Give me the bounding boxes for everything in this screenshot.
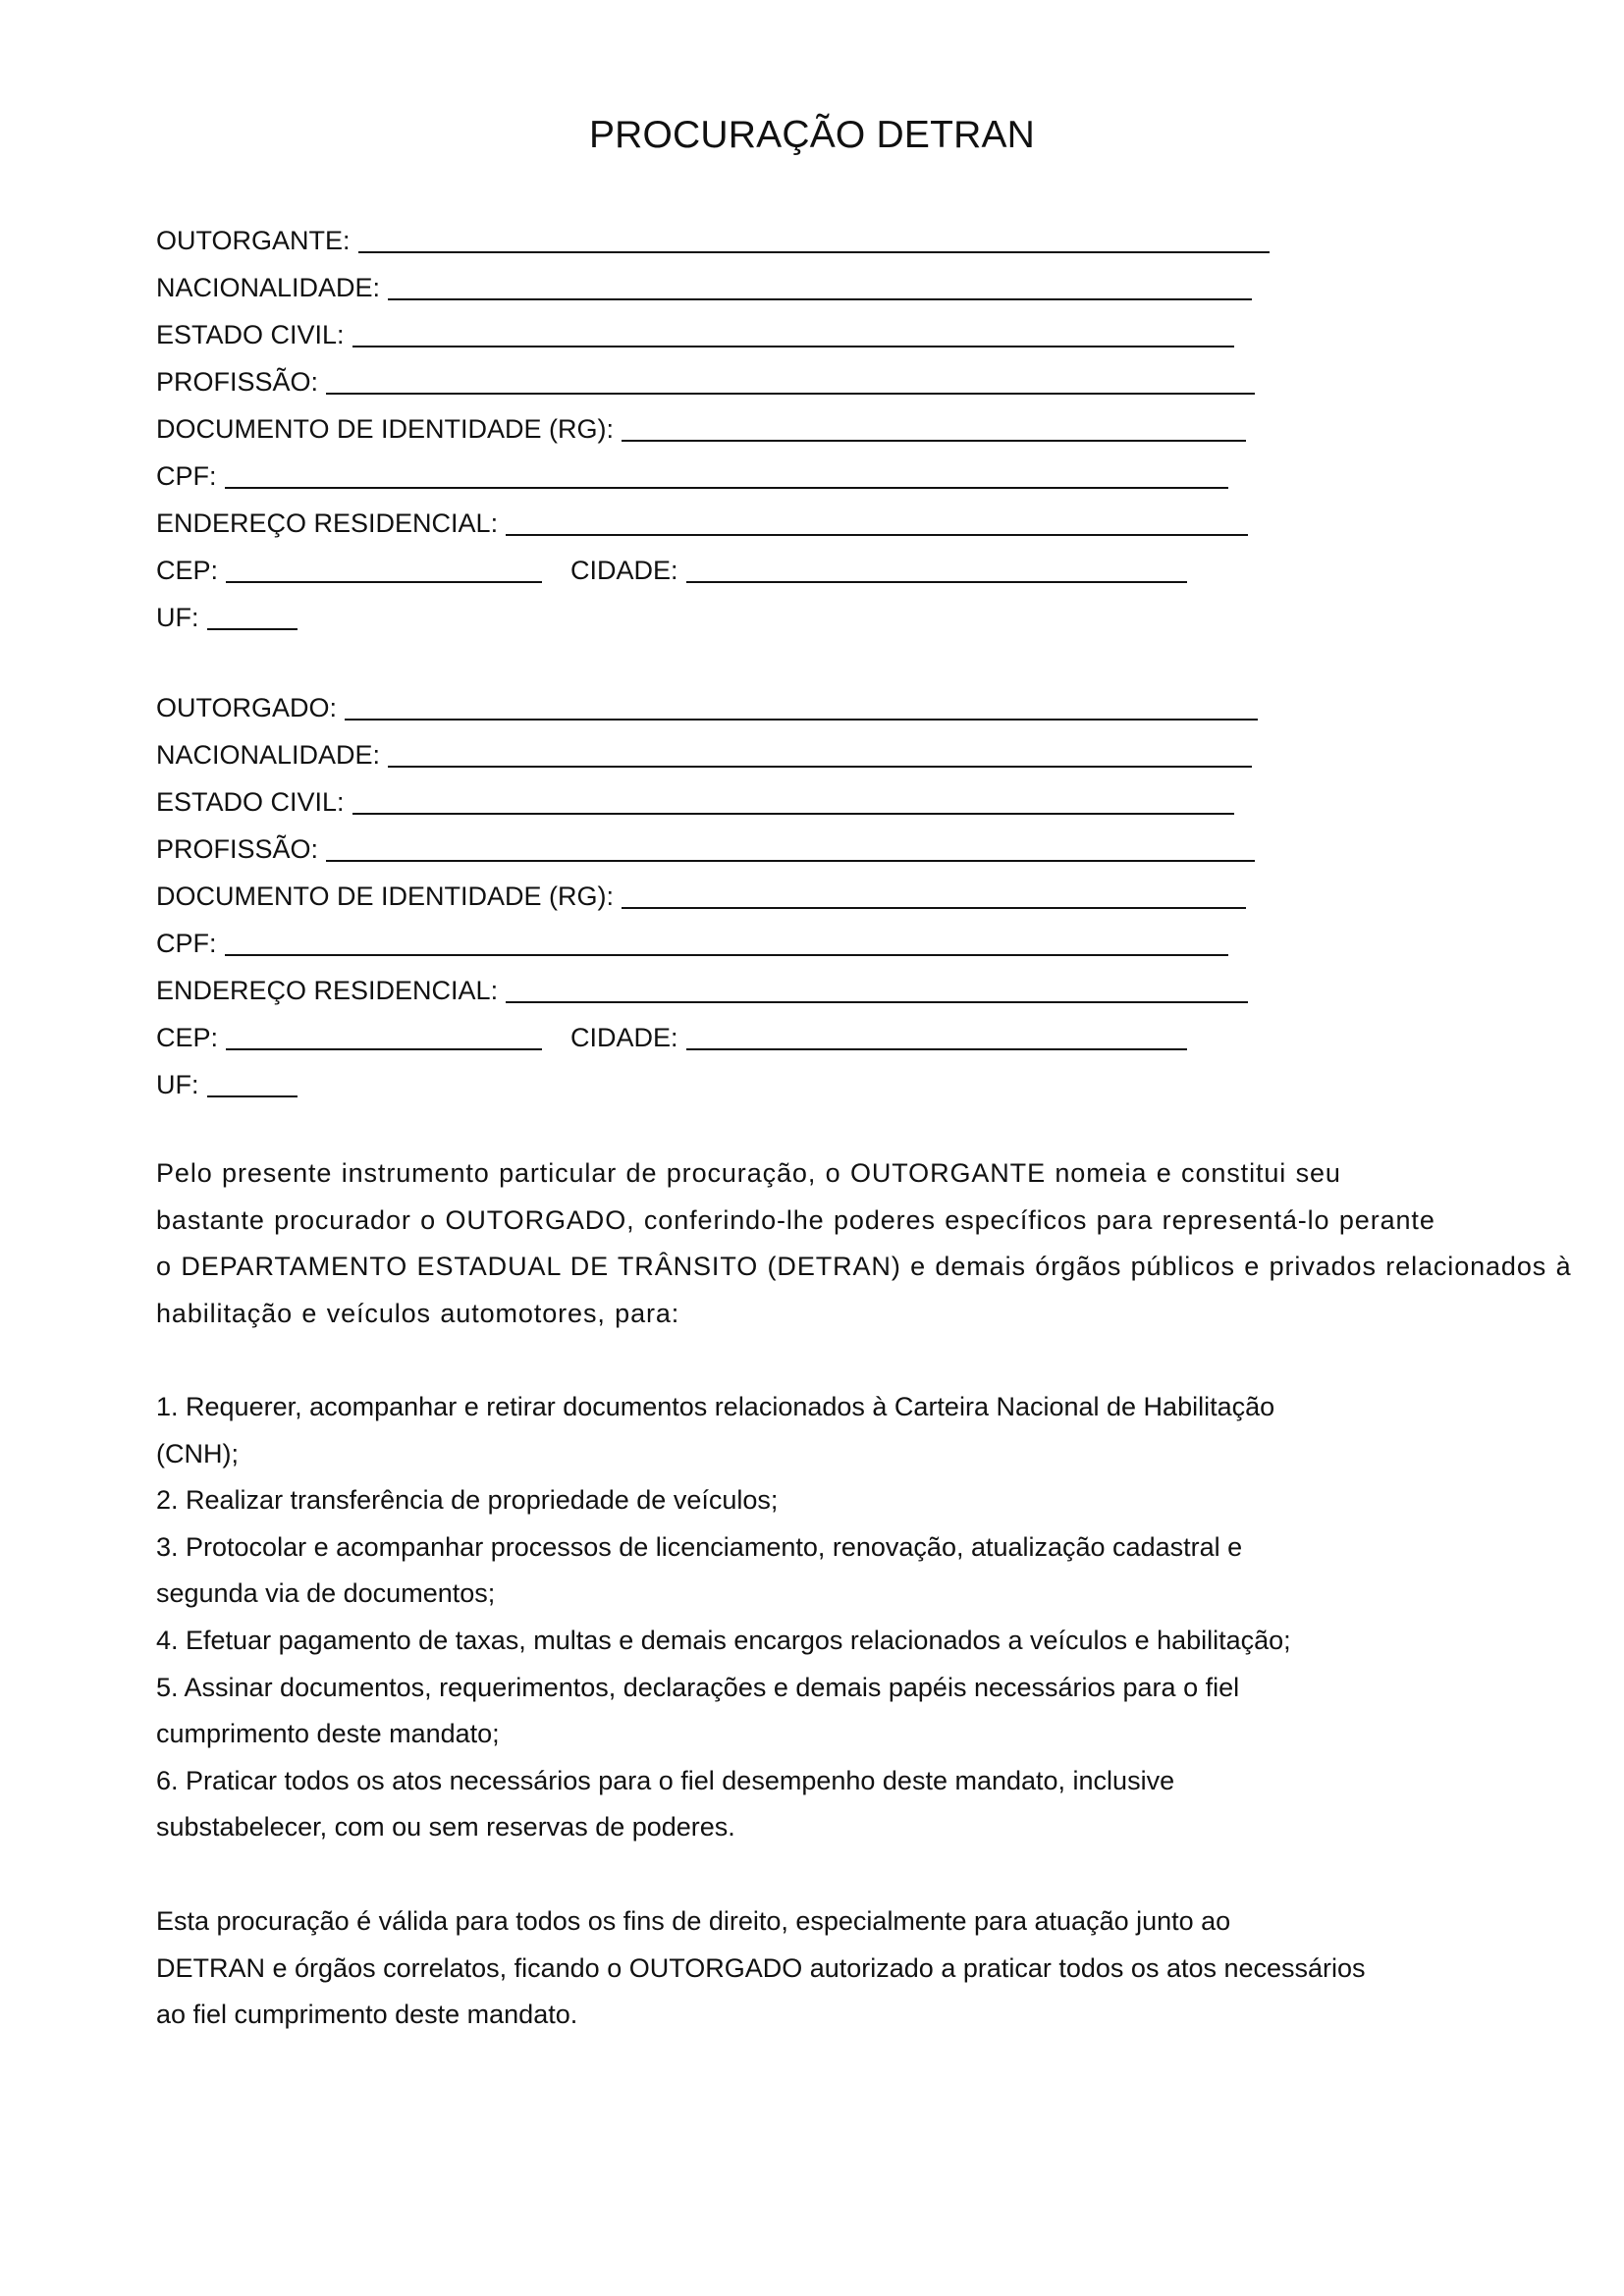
outorgante-cidade-label: CIDADE: bbox=[570, 556, 678, 585]
outorgante-cep-blank[interactable] bbox=[226, 552, 542, 583]
outorgado-profissao-field bbox=[156, 827, 1255, 870]
intro-line: Pelo presente instrumento particular de procuração, o OUTORGANTE nomeia e constitui seu bbox=[156, 1158, 1341, 1188]
outorgante-cep-field bbox=[156, 548, 542, 591]
outorgante-nacionalidade-field bbox=[156, 265, 1252, 308]
outorgante-endereco-blank[interactable] bbox=[506, 505, 1248, 536]
power-item-5: 5. Assinar documentos, requerimentos, declarações e demais papéis necessários para o fiel bbox=[156, 1672, 1240, 1702]
intro-line: habilitação e veículos automotores, para: bbox=[156, 1298, 680, 1328]
outorgado-cidade-field bbox=[570, 1015, 1187, 1058]
outorgado-cep-field bbox=[156, 1015, 542, 1058]
outorgante-name-blank[interactable] bbox=[358, 222, 1270, 253]
outorgado-cidade-label: CIDADE: bbox=[570, 1023, 678, 1052]
outorgante-nacionalidade-label: NACIONALIDADE: bbox=[156, 273, 381, 302]
outorgado-endereco-blank[interactable] bbox=[506, 972, 1248, 1003]
outorgante-uf-label: UF: bbox=[156, 603, 199, 632]
outorgante-cpf-field bbox=[156, 454, 1228, 497]
power-item-3-cont: segunda via de documentos; bbox=[156, 1578, 496, 1609]
outorgado-endereco-label: ENDEREÇO RESIDENCIAL: bbox=[156, 976, 499, 1005]
outorgado-uf-blank[interactable] bbox=[207, 1066, 298, 1097]
outorgado-cpf-blank[interactable] bbox=[225, 925, 1228, 956]
outorgante-endereco-field bbox=[156, 501, 1248, 544]
closing-paragraph bbox=[156, 1898, 1599, 2039]
outorgante-name-label: OUTORGANTE: bbox=[156, 226, 351, 255]
outorgante-name-field bbox=[156, 218, 1270, 261]
power-item-6: 6. Praticar todos os atos necessários para o fiel desempenho deste mandato, inclusive bbox=[156, 1765, 1175, 1795]
outorgante-cep-label: CEP: bbox=[156, 556, 219, 585]
intro-line: bastante procurador o OUTORGADO, conferindo-lhe poderes específicos para representá-lo perante bbox=[156, 1204, 1435, 1235]
outorgante-uf-field bbox=[156, 595, 298, 638]
outorgado-cpf-field bbox=[156, 921, 1228, 964]
intro-paragraph bbox=[156, 1150, 1599, 1337]
outorgado-cep-label: CEP: bbox=[156, 1023, 219, 1052]
outorgado-rg-field bbox=[156, 874, 1246, 917]
outorgado-uf-field bbox=[156, 1062, 298, 1105]
outorgado-rg-blank[interactable] bbox=[622, 878, 1246, 909]
power-item-5-cont: cumprimento deste mandato; bbox=[156, 1719, 500, 1749]
outorgante-cidade-field bbox=[570, 548, 1187, 591]
outorgado-name-blank[interactable] bbox=[345, 689, 1258, 721]
outorgado-uf-label: UF: bbox=[156, 1070, 199, 1099]
outorgado-rg-label: DOCUMENTO DE IDENTIDADE (RG): bbox=[156, 881, 615, 911]
outorgante-cidade-blank[interactable] bbox=[686, 552, 1187, 583]
outorgado-cpf-label: CPF: bbox=[156, 929, 217, 958]
power-item-3: 3. Protocolar e acompanhar processos de licenciamento, renovação, atualização cadastral e bbox=[156, 1531, 1243, 1562]
power-item-1: 1. Requerer, acompanhar e retirar documentos relacionados à Carteira Nacional de Habilitação bbox=[156, 1392, 1275, 1421]
outorgante-rg-label: DOCUMENTO DE IDENTIDADE (RG): bbox=[156, 414, 615, 444]
outorgado-estado-civil-label: ESTADO CIVIL: bbox=[156, 787, 345, 817]
power-item-6-cont: substabelecer, com ou sem reservas de poderes. bbox=[156, 1812, 735, 1842]
outorgante-cpf-label: CPF: bbox=[156, 461, 217, 491]
outorgante-estado-civil-label: ESTADO CIVIL: bbox=[156, 320, 345, 349]
document-title: PROCURAÇÃO DETRAN bbox=[588, 114, 1036, 156]
outorgado-name-field bbox=[156, 685, 1258, 728]
outorgante-rg-field bbox=[156, 406, 1246, 450]
outorgado-cidade-blank[interactable] bbox=[686, 1019, 1187, 1050]
outorgado-name-label: OUTORGADO: bbox=[156, 693, 338, 722]
outorgado-cep-blank[interactable] bbox=[226, 1019, 542, 1050]
outorgante-uf-blank[interactable] bbox=[207, 599, 298, 630]
power-item-1-cont: (CNH); bbox=[156, 1438, 239, 1468]
outorgante-nacionalidade-blank[interactable] bbox=[388, 269, 1252, 300]
outorgante-estado-civil-blank[interactable] bbox=[352, 316, 1234, 347]
power-item-2: 2. Realizar transferência de propriedade de veículos; bbox=[156, 1485, 779, 1516]
outorgante-profissao-field bbox=[156, 359, 1255, 402]
outorgante-profissao-label: PROFISSÃO: bbox=[156, 367, 319, 397]
intro-line: o DEPARTAMENTO ESTADUAL DE TRÂNSITO (DETRAN) e demais órgãos públicos e privados relacionados à bbox=[156, 1252, 1572, 1282]
outorgado-nacionalidade-field bbox=[156, 732, 1252, 775]
closing-line: Esta procuração é válida para todos os fins de direito, especialmente para atuação junto ao bbox=[156, 1906, 1231, 1936]
closing-line: ao fiel cumprimento deste mandato. bbox=[156, 2000, 578, 2030]
outorgado-nacionalidade-blank[interactable] bbox=[388, 736, 1252, 768]
outorgante-rg-blank[interactable] bbox=[622, 410, 1246, 442]
outorgado-nacionalidade-label: NACIONALIDADE: bbox=[156, 740, 381, 770]
closing-line: DETRAN e órgãos correlatos, ficando o OUTORGADO autorizado a praticar todos os atos necessários bbox=[156, 1952, 1366, 1983]
outorgante-cpf-blank[interactable] bbox=[225, 457, 1228, 489]
power-item-4: 4. Efetuar pagamento de taxas, multas e demais encargos relacionados a veículos e habilitação; bbox=[156, 1625, 1291, 1655]
outorgante-endereco-label: ENDEREÇO RESIDENCIAL: bbox=[156, 508, 499, 538]
outorgado-estado-civil-field bbox=[156, 779, 1234, 823]
outorgado-endereco-field bbox=[156, 968, 1248, 1011]
outorgado-estado-civil-blank[interactable] bbox=[352, 783, 1234, 815]
outorgado-profissao-label: PROFISSÃO: bbox=[156, 834, 319, 864]
outorgado-profissao-blank[interactable] bbox=[326, 830, 1255, 862]
powers-list bbox=[156, 1384, 1599, 1851]
outorgante-estado-civil-field bbox=[156, 312, 1234, 355]
outorgante-profissao-blank[interactable] bbox=[326, 363, 1255, 395]
